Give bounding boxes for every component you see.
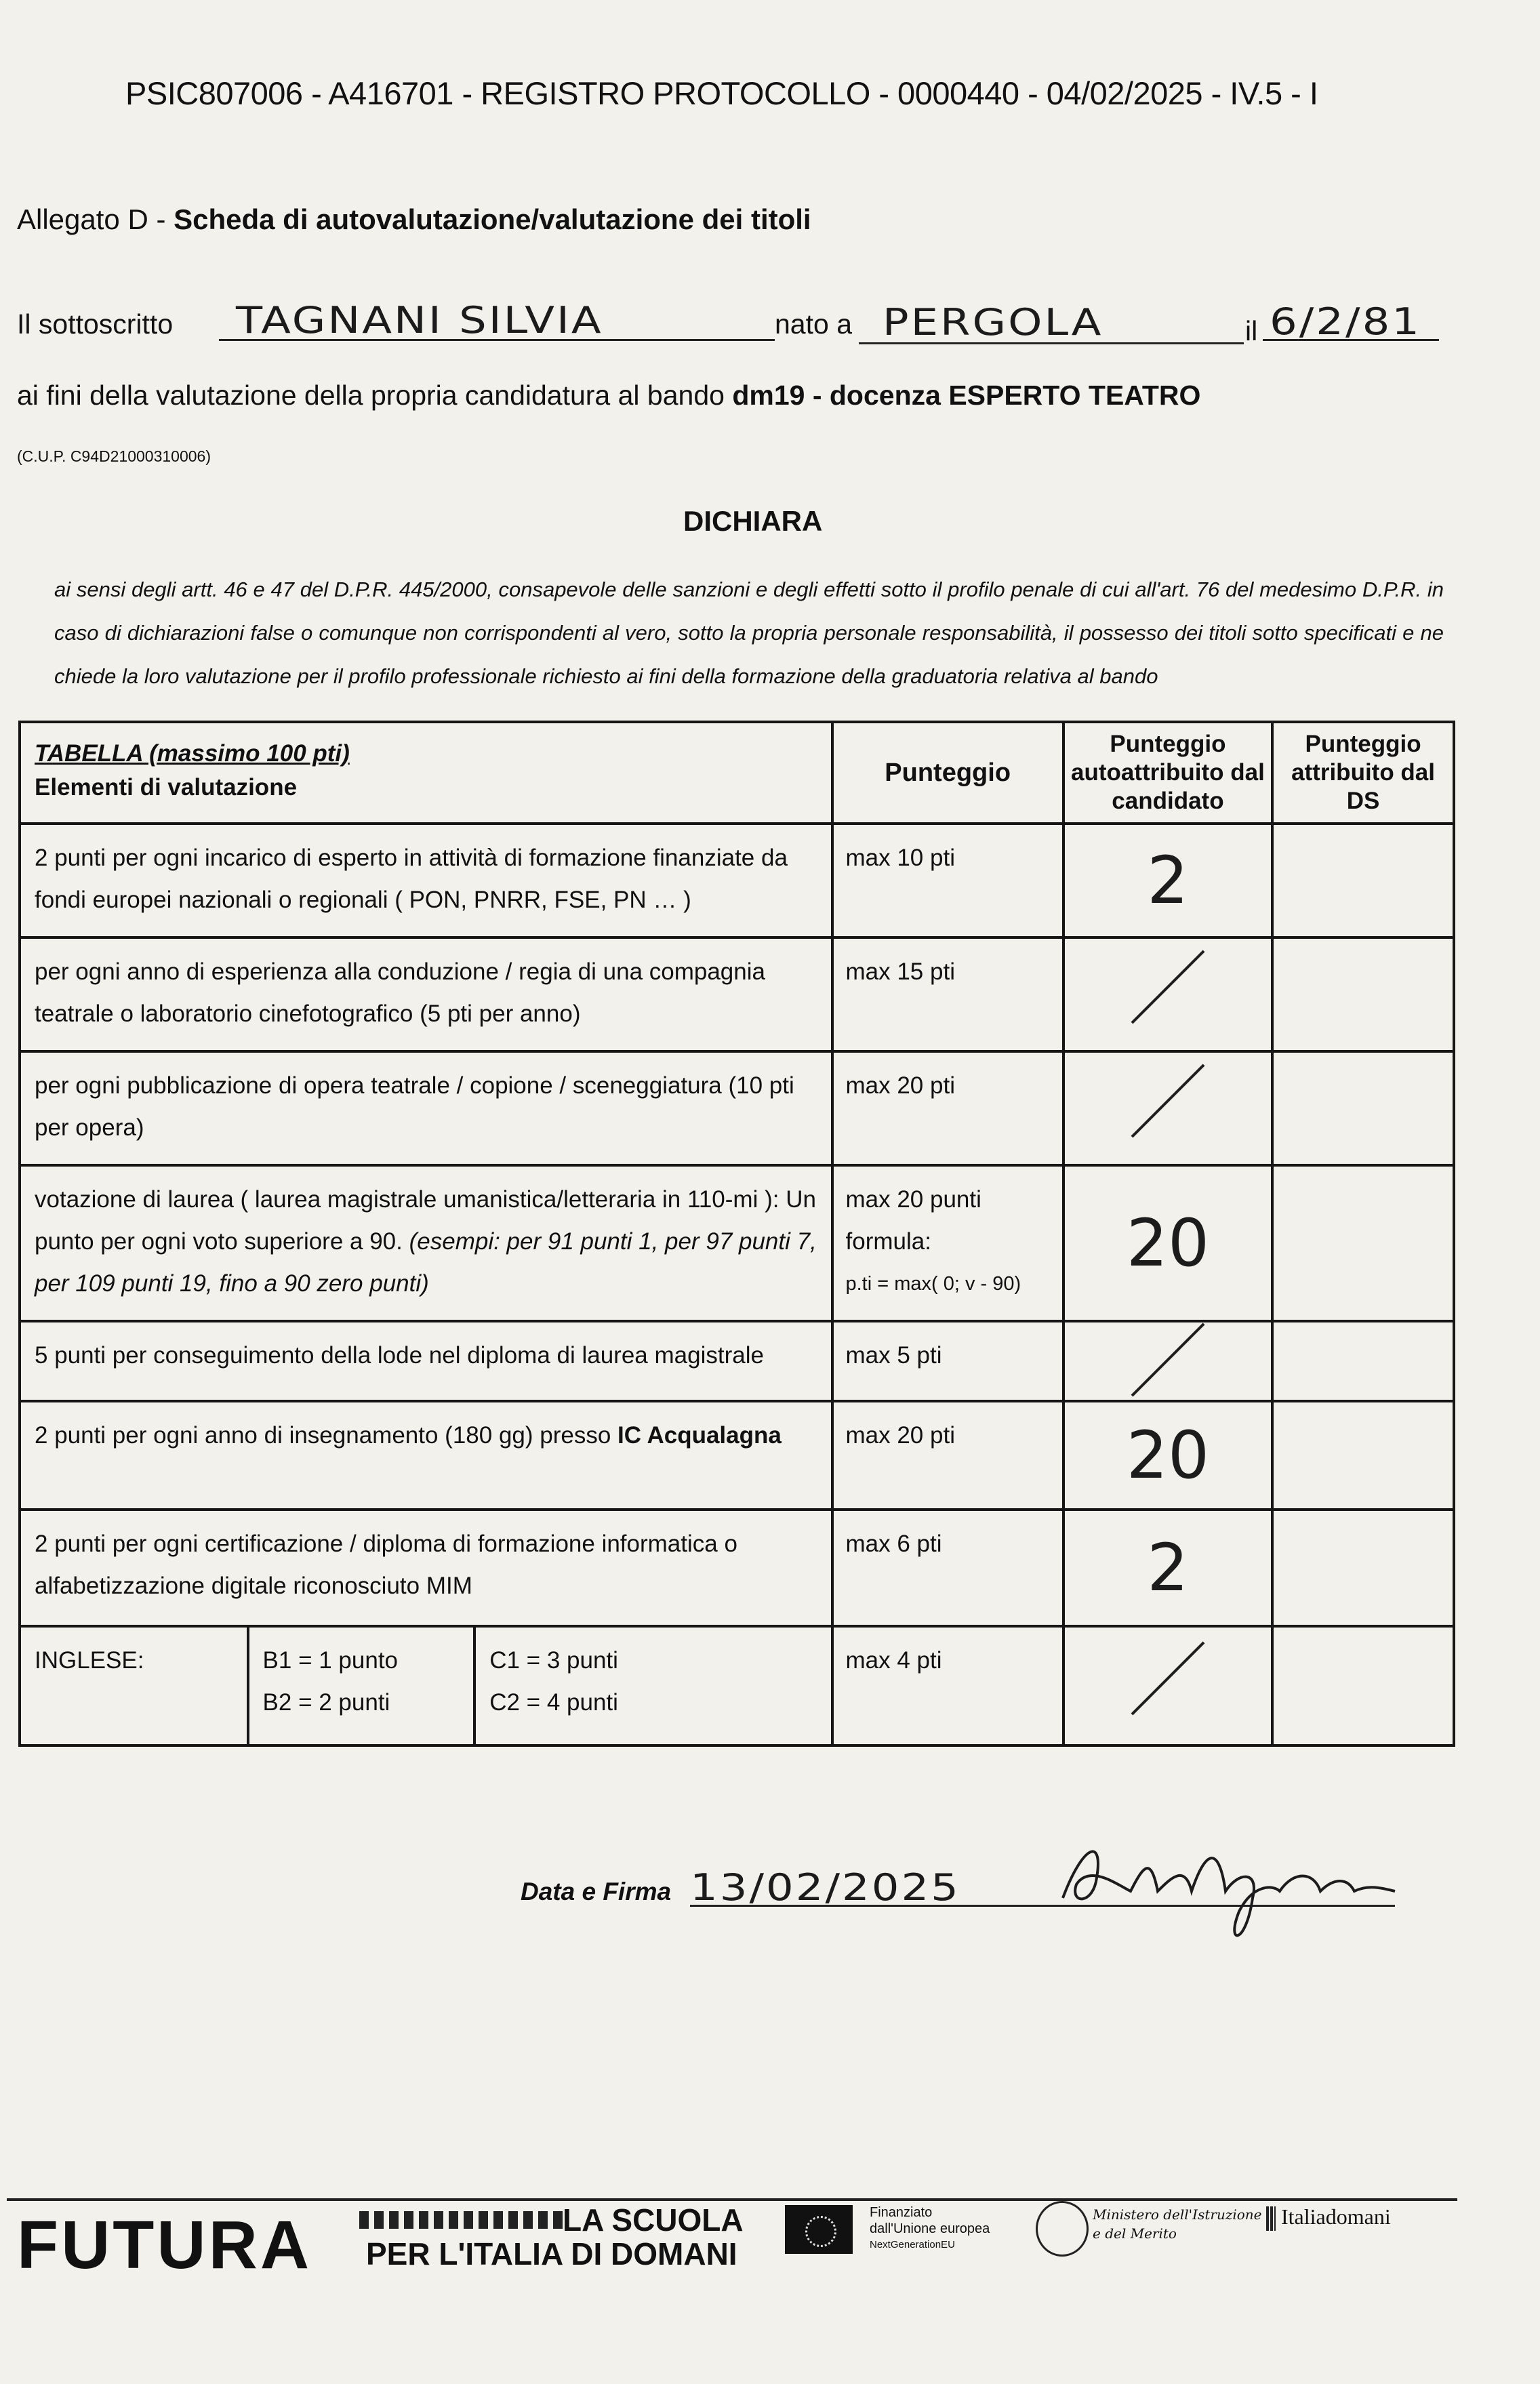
row-punteggio-max: max 20 punti (845, 1186, 981, 1213)
dichiara-heading: DICHIARA (683, 505, 823, 537)
declaration-paragraph: ai sensi degli artt. 46 e 47 del D.P.R. 445/2000, consapevole delle sanzioni e degli effetti sotto il profilo penale di cui all'art. 76 del medesimo D.P.R. in caso di dichiarazioni false o comunque non corrispondenti al vero, sotto la propria personale responsabilità, il possesso dei titoli sotto specificati e ne chiede la loro valutazione per il profilo professionale richiesto ai fini della formazione della graduatoria relativa al bando (54, 578, 1444, 688)
table-row (20, 1165, 1454, 1321)
table-row (20, 937, 1454, 1051)
row-autoattribuito[interactable] (1063, 1165, 1272, 1321)
row-autoattribuito[interactable] (1063, 824, 1272, 937)
row-description: per ogni pubblicazione di opera teatrale / copione / sceneggiatura (10 pti per opera) (20, 1051, 832, 1165)
signature-date-handwriting: 13/02/2025 (690, 1866, 960, 1910)
row-autoattribuito[interactable] (1063, 1401, 1272, 1510)
sottoscritto-label: Il sottoscritto (17, 308, 174, 340)
allegato-title: Scheda di autovalutazione/valutazione dei titoli (174, 203, 811, 235)
italiadomani-icon (1266, 2206, 1276, 2231)
sottoscritto-row (17, 298, 1454, 352)
row-auto-value: 2 (1147, 843, 1189, 918)
row-attribuito-ds[interactable] (1272, 1626, 1454, 1745)
row-description-text: 2 punti per ogni anno di insegnamento (180 gg) presso (35, 1422, 618, 1449)
row-auto-value: 20 (1126, 1205, 1210, 1281)
inglese-b2: B2 = 2 punti (262, 1689, 390, 1716)
inglese-c1: C1 = 3 punti (489, 1647, 618, 1674)
handwritten-signature (1056, 1823, 1409, 1952)
table-row (20, 1510, 1454, 1626)
slash-mark (1131, 950, 1205, 1024)
header-attribuito-ds: Punteggio attribuito dal DS (1272, 722, 1454, 824)
slash-mark (1131, 1336, 1205, 1383)
header-tabella: TABELLA (massimo 100 pti) (35, 740, 350, 767)
table-row (20, 1051, 1454, 1165)
header-punteggio: Punteggio (832, 722, 1063, 824)
eu-line3: NextGenerationEU (870, 2239, 955, 2250)
date-handwriting: 6/2/81 (1270, 300, 1421, 344)
table-header-row (20, 722, 1454, 824)
row-punteggio: max 10 pti (832, 824, 1063, 937)
italiadomani-logo: Italiadomani (1281, 2204, 1391, 2229)
mim-line2: e del Merito (1093, 2225, 1177, 2242)
table-row (20, 1321, 1454, 1401)
eu-line1: Finanziato (870, 2205, 933, 2220)
document-title (17, 203, 811, 236)
scuola-line2: PER L'ITALIA DI DOMANI (366, 2236, 737, 2271)
stripes-decoration (359, 2211, 563, 2229)
row-punteggio: max 20 pti (832, 1051, 1063, 1165)
bando-line (17, 380, 1200, 411)
row-auto-value: 20 (1126, 1417, 1210, 1493)
evaluation-table (18, 721, 1455, 1747)
row-attribuito-ds[interactable] (1272, 1051, 1454, 1165)
sottoscritto-handwriting: TAGNANI SILVIA (236, 299, 603, 342)
inglese-b1: B1 = 1 punto (262, 1647, 399, 1674)
inglese-c-levels (474, 1626, 832, 1745)
protocol-header: PSIC807006 - A416701 - REGISTRO PROTOCOLLO - 0000440 - 04/02/2025 - IV.5 - I (125, 75, 1318, 111)
row-attribuito-ds[interactable] (1272, 1165, 1454, 1321)
allegato-prefix: Allegato D - (17, 203, 174, 235)
slash-mark (1131, 1641, 1205, 1716)
row-autoattribuito[interactable] (1063, 1626, 1272, 1745)
row-description: 2 punti per ogni incarico di esperto in attività di formazione finanziate da fondi europei nazionali o regionali ( PON, PNRR, FSE, PN … ) (20, 824, 832, 937)
mim-line1: Ministero dell'Istruzione (1093, 2206, 1262, 2223)
row-description: 2 punti per ogni certificazione / diploma di formazione informatica o alfabetizzazione digitale riconosciuto MIM (20, 1510, 832, 1626)
row-formula-label: formula: (845, 1228, 931, 1255)
eu-line2: dall'Unione europea (870, 2221, 990, 2236)
row-description: 5 punti per conseguimento della lode nel diploma di laurea magistrale (20, 1321, 832, 1401)
row-attribuito-ds[interactable] (1272, 824, 1454, 937)
table-row-inglese (20, 1626, 1454, 1745)
row-attribuito-ds[interactable] (1272, 1510, 1454, 1626)
cup-code: (C.U.P. C94D21000310006) (17, 447, 211, 465)
futura-logo: FUTURA (17, 2207, 312, 2283)
table-row (20, 1401, 1454, 1510)
nato-field[interactable] (859, 302, 1244, 344)
row-attribuito-ds[interactable] (1272, 1401, 1454, 1510)
republic-emblem-icon (1036, 2201, 1089, 2257)
signature-field[interactable] (690, 1866, 1395, 1910)
nato-handwriting: PERGOLA (883, 301, 1103, 344)
bando-name: dm19 - docenza ESPERTO TEATRO (732, 380, 1201, 411)
row-attribuito-ds[interactable] (1272, 937, 1454, 1051)
ministry-text (1093, 2205, 1262, 2243)
inglese-b-levels (248, 1626, 475, 1745)
row-punteggio: max 6 pti (832, 1510, 1063, 1626)
inglese-label: INGLESE: (20, 1626, 248, 1745)
header-autoattribuito: Punteggio autoattribuito dal candidato (1063, 722, 1272, 824)
row-autoattribuito[interactable] (1063, 937, 1272, 1051)
row-description: per ogni anno di esperienza alla conduzione / regia di una compagnia teatrale o laboratorio cinefotografico (5 pti per anno) (20, 937, 832, 1051)
row-punteggio: max 5 pti (832, 1321, 1063, 1401)
sottoscritto-field[interactable] (219, 298, 775, 341)
table-row (20, 824, 1454, 937)
date-field[interactable] (1263, 298, 1439, 344)
nato-label: nato a (775, 308, 852, 340)
slash-mark (1131, 1064, 1205, 1138)
row-attribuito-ds[interactable] (1272, 1321, 1454, 1401)
inglese-c2: C2 = 4 punti (489, 1689, 618, 1716)
scuola-line1: LA SCUOLA (563, 2202, 744, 2238)
row-autoattribuito[interactable] (1063, 1321, 1272, 1401)
row-description (20, 1165, 832, 1321)
row-description (20, 1401, 832, 1510)
row-description-examples: (esempi: per 91 punti 1, per 97 punti 7, per 109 punti 19, fino a 90 zero punti) (35, 1228, 817, 1297)
footer-divider (7, 2198, 1457, 2201)
row-description-school: IC Acqualagna (617, 1422, 782, 1449)
header-elementi-label: Elementi di valutazione (35, 774, 298, 801)
row-punteggio (832, 1165, 1063, 1321)
row-punteggio: max 4 pti (832, 1626, 1063, 1745)
eu-funding-text (870, 2204, 990, 2253)
fini-text: ai fini della valutazione della propria candidatura al bando (17, 380, 733, 411)
eu-flag-icon (785, 2205, 853, 2254)
data-firma-label: Data e Firma (521, 1878, 672, 1905)
header-elementi (20, 722, 832, 824)
row-punteggio: max 15 pti (832, 937, 1063, 1051)
row-description-text: votazione di laurea ( laurea magistrale umanistica/letteraria in 110-mi ): Un punto per ogni voto superiore a 90. (35, 1186, 816, 1255)
row-autoattribuito[interactable] (1063, 1510, 1272, 1626)
row-formula: p.ti = max( 0; v - 90) (845, 1273, 1021, 1295)
row-auto-value: 2 (1147, 1530, 1189, 1606)
row-punteggio: max 20 pti (832, 1401, 1063, 1510)
row-autoattribuito[interactable] (1063, 1051, 1272, 1165)
il-label: il (1245, 315, 1258, 346)
